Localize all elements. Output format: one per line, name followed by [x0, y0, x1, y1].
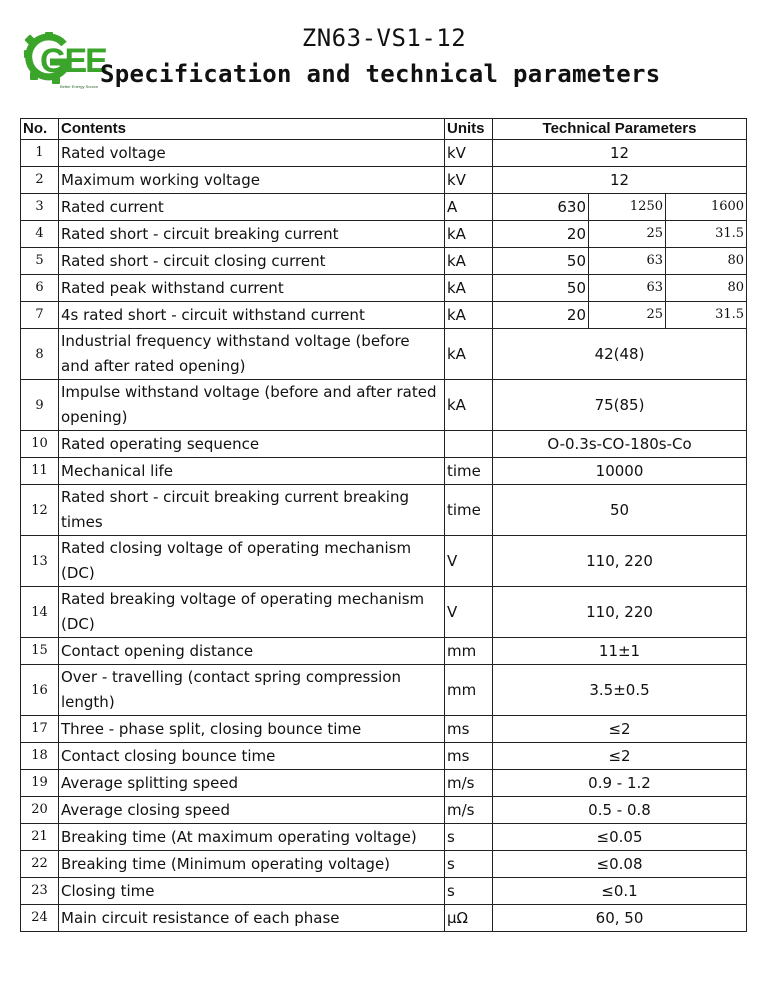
- table-row: [21, 167, 747, 194]
- row-content: Rated voltage: [59, 140, 445, 167]
- row-number: 10: [21, 431, 59, 458]
- table-row: [21, 194, 747, 221]
- row-content: Rated short - circuit breaking current: [59, 221, 445, 248]
- row-number: 20: [21, 797, 59, 824]
- header-technical-parameters: Technical Parameters: [493, 119, 747, 140]
- row-number: 17: [21, 716, 59, 743]
- row-number: 8: [21, 329, 59, 380]
- row-content: Rated closing voltage of operating mechanism (DC): [59, 536, 445, 587]
- row-value: ≤0.1: [493, 878, 747, 905]
- row-content: Impulse withstand voltage (before and after rated opening): [59, 380, 445, 431]
- row-unit: s: [445, 824, 493, 851]
- row-content: Rated operating sequence: [59, 431, 445, 458]
- table-row: [21, 797, 747, 824]
- row-value: ≤2: [493, 716, 747, 743]
- row-content: Mechanical life: [59, 458, 445, 485]
- row-content: 4s rated short - circuit withstand current: [59, 302, 445, 329]
- row-unit: m/s: [445, 797, 493, 824]
- row-unit: mm: [445, 638, 493, 665]
- header-units: Units: [445, 119, 493, 140]
- row-content: Rated short - circuit closing current: [59, 248, 445, 275]
- row-value-2: 63: [589, 248, 666, 275]
- row-value: 42(48): [493, 329, 747, 380]
- row-number: 9: [21, 380, 59, 431]
- table-row: [21, 221, 747, 248]
- table-row: [21, 380, 747, 431]
- logo-wordmark: GEE: [40, 42, 106, 80]
- table-row: [21, 770, 747, 797]
- row-unit: kA: [445, 329, 493, 380]
- row-number: 6: [21, 275, 59, 302]
- row-value: O-0.3s-CO-180s-Co: [493, 431, 747, 458]
- table-row: [21, 275, 747, 302]
- row-value: 110, 220: [493, 536, 747, 587]
- row-unit: time: [445, 458, 493, 485]
- table-body: [21, 140, 747, 932]
- row-content: Breaking time (Minimum operating voltage): [59, 851, 445, 878]
- table-row: [21, 248, 747, 275]
- row-unit: m/s: [445, 770, 493, 797]
- row-number: 7: [21, 302, 59, 329]
- row-value: 10000: [493, 458, 747, 485]
- row-content: Maximum working voltage: [59, 167, 445, 194]
- row-number: 19: [21, 770, 59, 797]
- row-number: 1: [21, 140, 59, 167]
- table-row: [21, 458, 747, 485]
- table-row: [21, 665, 747, 716]
- row-number: 11: [21, 458, 59, 485]
- row-content: Rated breaking voltage of operating mechanism (DC): [59, 587, 445, 638]
- row-unit: time: [445, 485, 493, 536]
- row-content: Rated short - circuit breaking current breaking times: [59, 485, 445, 536]
- row-value: ≤0.08: [493, 851, 747, 878]
- table-row: [21, 329, 747, 380]
- row-number: 18: [21, 743, 59, 770]
- row-content: Average splitting speed: [59, 770, 445, 797]
- table-row: [21, 587, 747, 638]
- row-value-1: 50: [493, 248, 589, 275]
- row-unit: V: [445, 536, 493, 587]
- row-value-3: 31.5: [666, 221, 747, 248]
- row-value: 0.9 - 1.2: [493, 770, 747, 797]
- row-unit: A: [445, 194, 493, 221]
- row-content: Industrial frequency withstand voltage (before and after rated opening): [59, 329, 445, 380]
- row-value-1: 20: [493, 221, 589, 248]
- row-content: Rated current: [59, 194, 445, 221]
- row-value-2: 63: [589, 275, 666, 302]
- row-value-3: 80: [666, 275, 747, 302]
- row-value-2: 25: [589, 302, 666, 329]
- row-value-3: 31.5: [666, 302, 747, 329]
- row-number: 21: [21, 824, 59, 851]
- table-row: [21, 140, 747, 167]
- row-unit: μΩ: [445, 905, 493, 932]
- row-content: Over - travelling (contact spring compression length): [59, 665, 445, 716]
- row-number: 22: [21, 851, 59, 878]
- row-unit: kV: [445, 167, 493, 194]
- table-row: [21, 905, 747, 932]
- row-value: ≤0.05: [493, 824, 747, 851]
- row-unit: kA: [445, 380, 493, 431]
- row-unit: kA: [445, 221, 493, 248]
- table-row: [21, 431, 747, 458]
- row-number: 24: [21, 905, 59, 932]
- row-value-2: 1250: [589, 194, 666, 221]
- row-number: 5: [21, 248, 59, 275]
- row-content: Breaking time (At maximum operating voltage): [59, 824, 445, 851]
- row-value: 12: [493, 140, 747, 167]
- document-header: [0, 0, 768, 118]
- row-unit: ms: [445, 716, 493, 743]
- row-value: 3.5±0.5: [493, 665, 747, 716]
- row-content: Rated peak withstand current: [59, 275, 445, 302]
- row-value-1: 630: [493, 194, 589, 221]
- row-content: Average closing speed: [59, 797, 445, 824]
- row-number: 4: [21, 221, 59, 248]
- row-unit: kA: [445, 275, 493, 302]
- model-number: ZN63-VS1-12: [301, 24, 467, 52]
- table-row: [21, 716, 747, 743]
- row-number: 16: [21, 665, 59, 716]
- row-content: Main circuit resistance of each phase: [59, 905, 445, 932]
- table-row: [21, 302, 747, 329]
- row-unit: kV: [445, 140, 493, 167]
- table-row: [21, 485, 747, 536]
- row-number: 23: [21, 878, 59, 905]
- row-value: 60, 50: [493, 905, 747, 932]
- table-header-row: [21, 119, 747, 140]
- spec-table: [20, 118, 747, 932]
- table-row: [21, 638, 747, 665]
- row-content: Contact closing bounce time: [59, 743, 445, 770]
- header-contents: Contents: [59, 119, 445, 140]
- row-value-3: 80: [666, 248, 747, 275]
- row-number: 2: [21, 167, 59, 194]
- row-unit: [445, 431, 493, 458]
- row-value: ≤2: [493, 743, 747, 770]
- row-unit: ms: [445, 743, 493, 770]
- row-value-2: 25: [589, 221, 666, 248]
- row-content: Contact opening distance: [59, 638, 445, 665]
- row-value-1: 50: [493, 275, 589, 302]
- row-number: 14: [21, 587, 59, 638]
- table-row: [21, 878, 747, 905]
- table-row: [21, 536, 747, 587]
- row-value: 50: [493, 485, 747, 536]
- row-number: 15: [21, 638, 59, 665]
- row-value: 110, 220: [493, 587, 747, 638]
- row-value: 0.5 - 0.8: [493, 797, 747, 824]
- row-value: 12: [493, 167, 747, 194]
- row-unit: kA: [445, 248, 493, 275]
- row-unit: s: [445, 851, 493, 878]
- page-title: Specification and technical parameters: [100, 60, 661, 88]
- row-content: Three - phase split, closing bounce time: [59, 716, 445, 743]
- row-number: 13: [21, 536, 59, 587]
- row-unit: s: [445, 878, 493, 905]
- table-row: [21, 824, 747, 851]
- header-no: No.: [21, 119, 59, 140]
- row-unit: kA: [445, 302, 493, 329]
- row-number: 3: [21, 194, 59, 221]
- row-value-3: 1600: [666, 194, 747, 221]
- table-row: [21, 743, 747, 770]
- row-unit: mm: [445, 665, 493, 716]
- row-value: 75(85): [493, 380, 747, 431]
- row-content: Closing time: [59, 878, 445, 905]
- row-value-1: 20: [493, 302, 589, 329]
- row-unit: V: [445, 587, 493, 638]
- row-value: 11±1: [493, 638, 747, 665]
- table-row: [21, 851, 747, 878]
- row-number: 12: [21, 485, 59, 536]
- logo-tagline: Better Energy Source: [60, 84, 99, 89]
